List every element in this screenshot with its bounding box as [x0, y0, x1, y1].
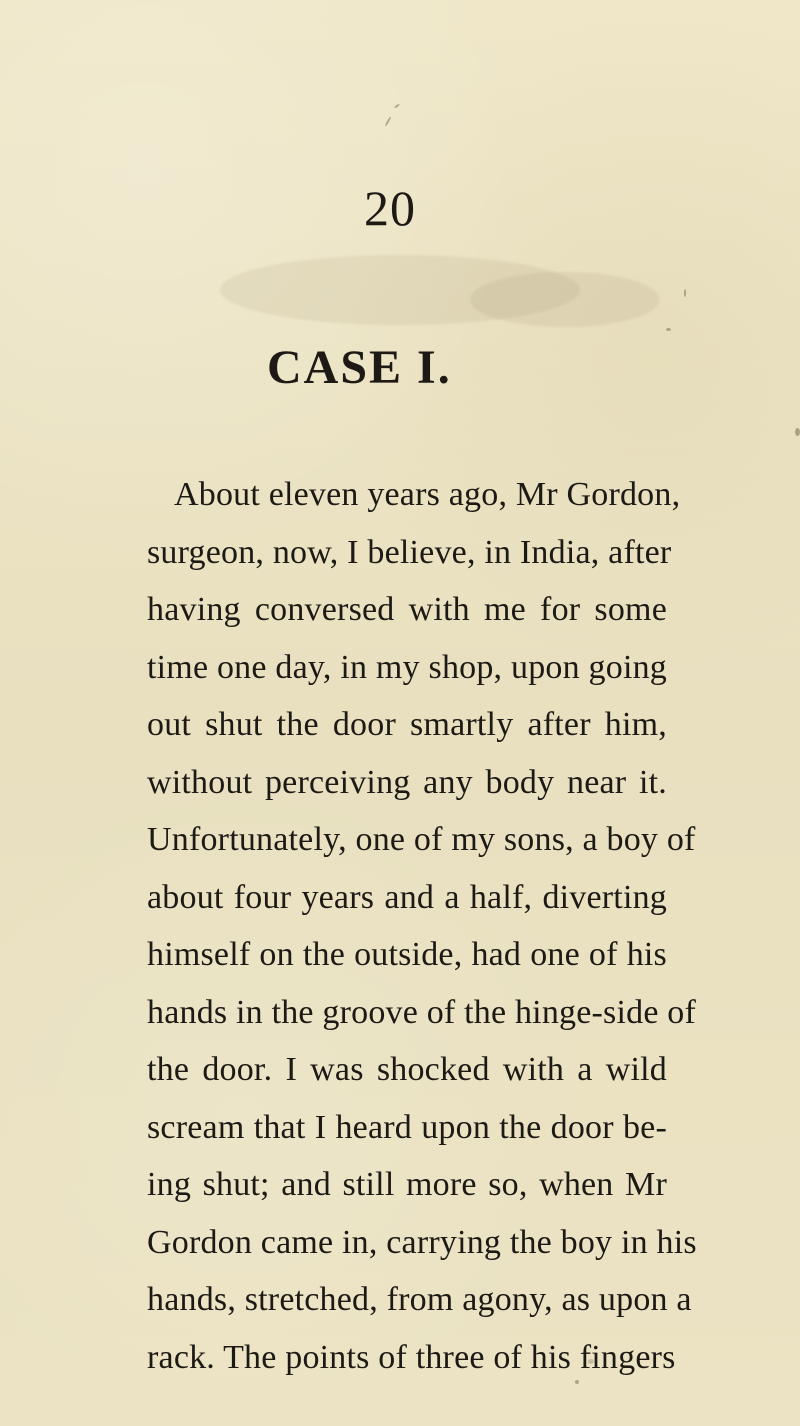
text-line: ing shut; and still more so, when Mr [147, 1166, 667, 1203]
paper-stain [470, 272, 660, 327]
text-line: about four years and a half, diverting [147, 878, 667, 916]
text-line: hands, stretched, from agony, as upon a [147, 1281, 692, 1318]
page-number: 20 [364, 180, 416, 236]
text-line: having conversed with me for some [147, 591, 667, 628]
body-text [147, 466, 697, 1386]
text-line: hands in the groove of the hinge-side of [147, 993, 697, 1031]
paper-speck [684, 289, 686, 297]
text-line: Gordon came in, carrying the boy in his [147, 1223, 697, 1261]
text-line: rack. The points of three of his fingers [147, 1338, 676, 1376]
text-line: out shut the door smartly after him, [147, 706, 667, 743]
paper-speck [795, 428, 800, 436]
text-line: without perceiving any body near it. [147, 763, 667, 801]
paper-speck [394, 103, 400, 108]
text-line: Unfortunately, one of my sons, a boy of [147, 821, 696, 858]
paper-speck [666, 328, 671, 331]
paper-speck [384, 116, 391, 127]
text-line: scream that I heard upon the door be- [147, 1108, 667, 1146]
text-line: About eleven years ago, Mr Gordon, [174, 476, 681, 513]
text-line: surgeon, now, I believe, in India, after [147, 533, 672, 571]
text-line: time one day, in my shop, upon going [147, 648, 667, 686]
text-line: the door. I was shocked with a wild [147, 1051, 667, 1088]
case-title: CASE I. [267, 341, 452, 394]
text-line: himself on the outside, had one of his [147, 936, 667, 973]
